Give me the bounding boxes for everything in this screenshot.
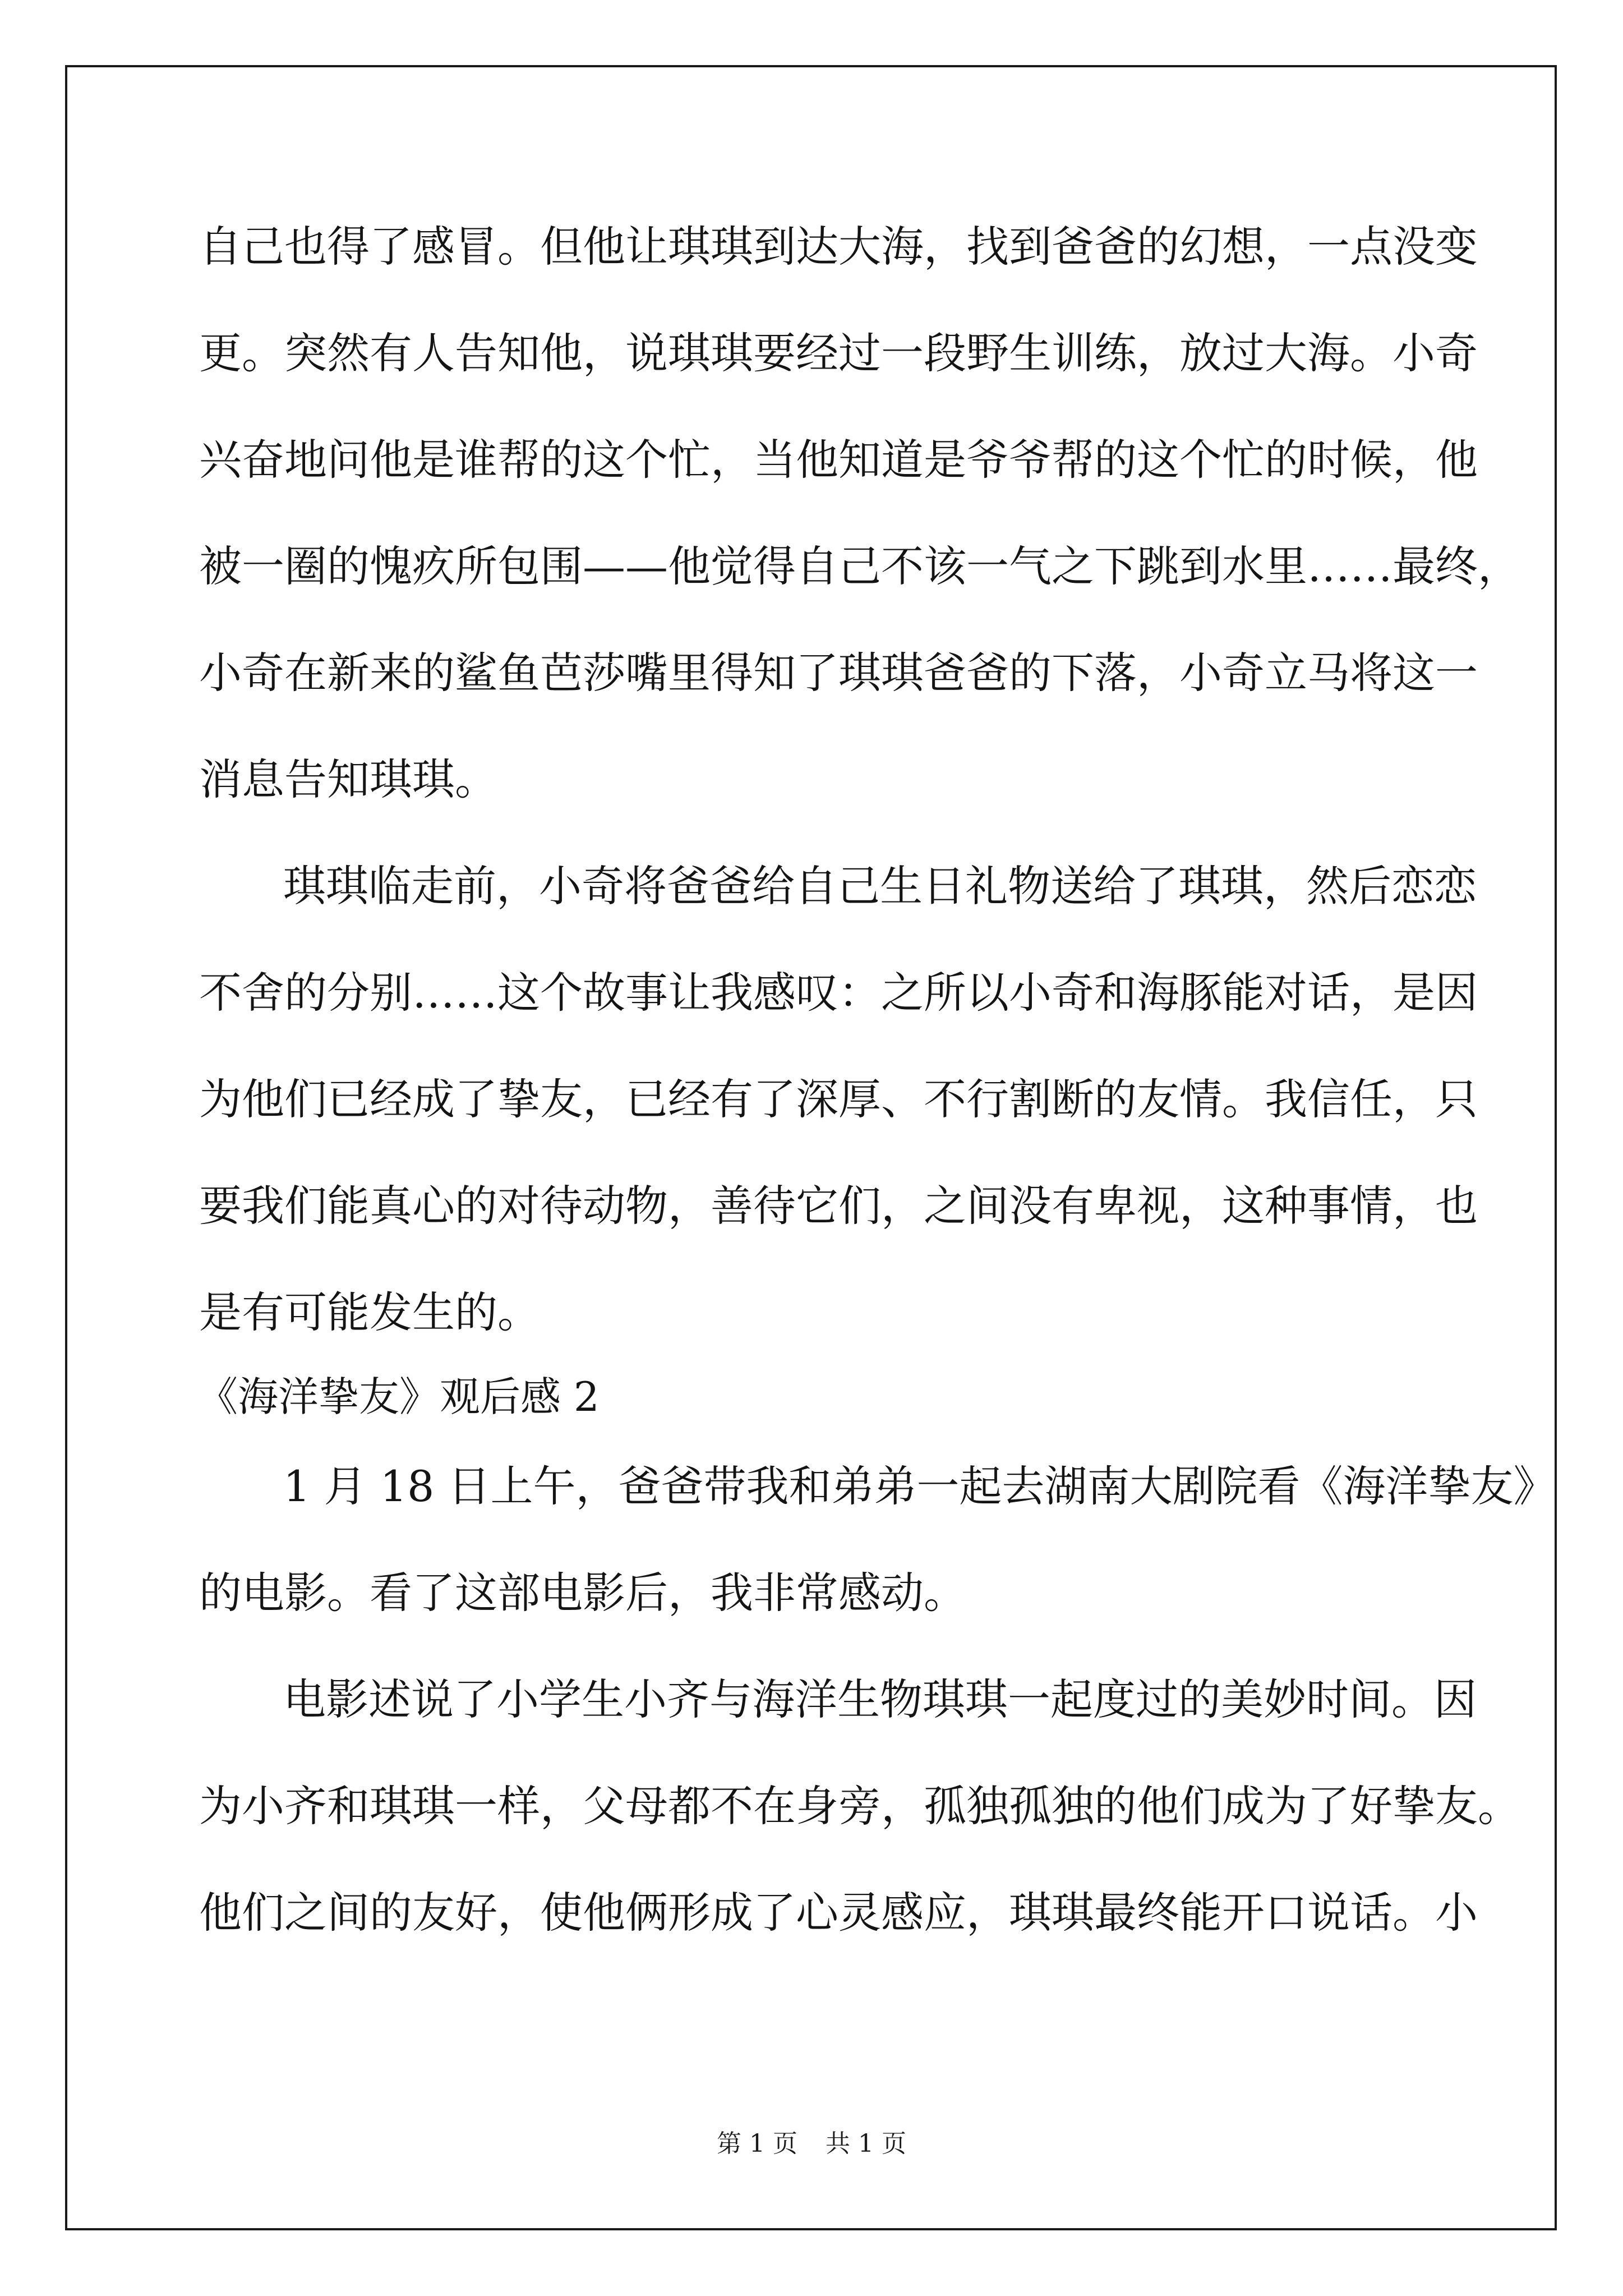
text-line: 自己也得了感冒。但他让琪琪到达大海，找到爸爸的幻想，一点没变 — [199, 222, 1478, 272]
text-line: 不舍的分别……这个故事让我感叹：之所以小奇和海豚能对话，是因 — [199, 968, 1478, 1018]
text-line: 他们之间的友好，使他俩形成了心灵感应，琪琪最终能开口说话。小 — [199, 1888, 1478, 1938]
text-line: 为小齐和琪琪一样，父母都不在身旁，孤独孤独的他们成为了好挚友。 — [199, 1781, 1520, 1831]
page-number: 第 1 页 — [717, 2129, 797, 2158]
text-line: 被一圈的愧疚所包围——他觉得自己不该一气之下跳到水里……最终， — [199, 541, 1520, 591]
section-heading: 《海洋挚友》观后感 2 — [197, 1373, 600, 1420]
text-line: 兴奋地问他是谁帮的这个忙，当他知道是爷爷帮的这个忙的时候，他 — [199, 435, 1478, 485]
text-line: 为他们已经成了挚友，已经有了深厚、不行割断的友情。我信任，只 — [199, 1074, 1478, 1124]
page-total: 共 1 页 — [826, 2129, 906, 2158]
text-line: 1 月 18 日上午，爸爸带我和弟弟一起去湖南大剧院看《海洋挚友》 — [283, 1461, 1556, 1511]
text-line: 更。突然有人告知他，说琪琪要经过一段野生训练，放过大海。小奇 — [199, 328, 1478, 378]
text-line: 电影述说了小学生小齐与海洋生物琪琪一起度过的美妙时间。因 — [283, 1674, 1477, 1724]
text-line: 琪琪临走前，小奇将爸爸给自己生日礼物送给了琪琪，然后恋恋 — [283, 861, 1477, 911]
page-footer — [0, 2127, 1623, 2161]
text-line: 消息告知琪琪。 — [199, 754, 497, 804]
text-line: 小奇在新来的鲨鱼芭莎嘴里得知了琪琪爸爸的下落，小奇立马将这一 — [199, 648, 1478, 698]
text-line: 的电影。看了这部电影后，我非常感动。 — [199, 1568, 966, 1618]
text-line: 要我们能真心的对待动物，善待它们，之间没有卑视，这种事情，也 — [199, 1181, 1478, 1231]
text-line: 是有可能发生的。 — [199, 1287, 540, 1337]
